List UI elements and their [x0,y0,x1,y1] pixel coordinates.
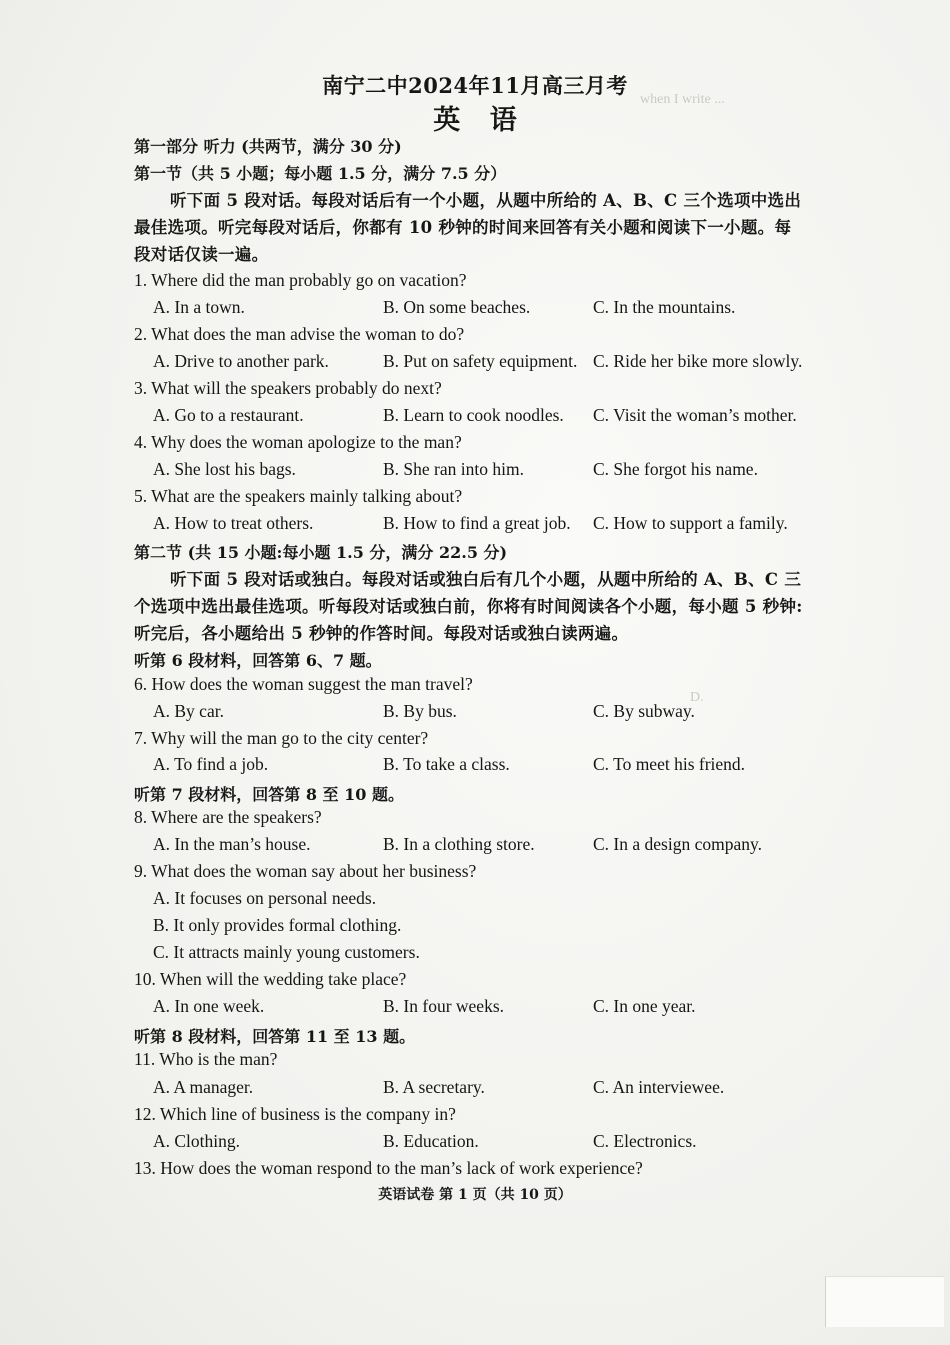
option-b: B. She ran into him. [383,459,524,479]
option-a: A. She lost his bags. [153,459,296,479]
option-a: A. It focuses on personal needs. [153,888,377,908]
question-text: 13. How does the woman respond to the man’s lack of work experience? [134,1158,643,1178]
option-a: A. In a town. [153,297,245,317]
option-b: B. To take a class. [383,754,510,774]
section-heading: 第二节 (共 15 小题:每小题 1.5 分，满分 22.5 分) [134,543,508,562]
instructions-line: 听下面 5 段对话或独白。每段对话或独白后有几个小题，从题中所给的 A、B、C 三 [170,570,802,589]
question-text: 4. Why does the woman apologize to the man? [134,432,462,452]
part-heading: 第一部分 听力 (共两节，满分 30 分) [134,137,402,156]
option-b: B. On some beaches. [383,297,531,317]
option-c: C. How to support a family. [593,513,788,533]
question-text: 11. Who is the man? [134,1049,278,1069]
exam-title: 南宁二中2024年11月高三月考 [322,73,628,98]
bleed-through-text: when I write ... [640,92,725,107]
material-label: 听第 8 段材料，回答第 11 至 13 题。 [134,1027,416,1046]
option-a: A. How to treat others. [153,513,314,533]
question-text: 12. Which line of business is the company in? [134,1104,456,1124]
option-b: B. A secretary. [383,1077,485,1097]
page-footer: 英语试卷 第 1 页（共 10 页） [378,1187,572,1203]
instructions-line: 段对话仅读一遍。 [134,245,269,264]
question-text: 9. What does the woman say about her business? [134,861,477,881]
option-a: A. Clothing. [153,1131,241,1151]
option-a: A. A manager. [153,1077,254,1097]
question-text: 3. What will the speakers probably do next? [134,378,442,398]
option-c: C. Electronics. [593,1131,697,1151]
option-c: C. An interviewee. [593,1077,725,1097]
question-text: 8. Where are the speakers? [134,807,322,827]
option-a: A. Go to a restaurant. [153,405,304,425]
option-a: A. In the man’s house. [153,834,311,854]
section-heading: 第一节（共 5 小题；每小题 1.5 分，满分 7.5 分） [134,164,507,183]
option-b: B. It only provides formal clothing. [153,915,402,935]
question-text: 2. What does the man advise the woman to do? [134,324,465,344]
option-a: A. By car. [153,701,224,721]
option-b: B. How to find a great job. [383,513,571,533]
scan-corner-patch [825,1276,944,1327]
question-text: 5. What are the speakers mainly talking about? [134,486,463,506]
option-a: A. Drive to another park. [153,351,329,371]
question-text: 6. How does the woman suggest the man travel? [134,674,473,694]
option-b: B. By bus. [383,701,457,721]
material-label: 听第 6 段材料，回答第 6、7 题。 [134,651,382,670]
instructions-line: 听完后，各小题给出 5 秒钟的作答时间。每段对话或独白读两遍。 [134,624,629,643]
option-c: C. In one year. [593,996,696,1016]
option-c: C. In the mountains. [593,297,736,317]
option-c: C. By subway. [593,701,695,721]
option-b: B. In four weeks. [383,996,505,1016]
option-b: B. In a clothing store. [383,834,535,854]
option-a: A. In one week. [153,996,265,1016]
option-c: C. She forgot his name. [593,459,758,479]
bleed-through-text: D. [690,690,704,705]
option-c: C. Visit the woman’s mother. [593,405,797,425]
instructions-line: 听下面 5 段对话。每段对话后有一个小题，从题中所给的 A、B、C 三个选项中选出 [170,191,802,210]
option-c: C. It attracts mainly young customers. [153,942,420,962]
question-text: 10. When will the wedding take place? [134,969,407,989]
option-a: A. To find a job. [153,754,269,774]
option-c: C. To meet his friend. [593,754,746,774]
option-b: B. Put on safety equipment. [383,351,578,371]
option-b: B. Learn to cook noodles. [383,405,564,425]
instructions-line: 最佳选项。听完每段对话后，你都有 10 秒钟的时间来回答有关小题和阅读下一小题。每 [134,218,792,237]
option-c: C. In a design company. [593,834,762,854]
option-c: C. Ride her bike more slowly. [593,351,803,371]
subject-title: 英 语 [433,105,527,136]
question-text: 1. Where did the man probably go on vacation? [134,270,467,290]
material-label: 听第 7 段材料，回答第 8 至 10 题。 [134,785,404,804]
instructions-line: 个选项中选出最佳选项。听每段对话或独白前，你将有时间阅读各个小题，每小题 5 秒钟: [134,597,803,616]
question-text: 7. Why will the man go to the city center? [134,728,429,748]
option-b: B. Education. [383,1131,479,1151]
